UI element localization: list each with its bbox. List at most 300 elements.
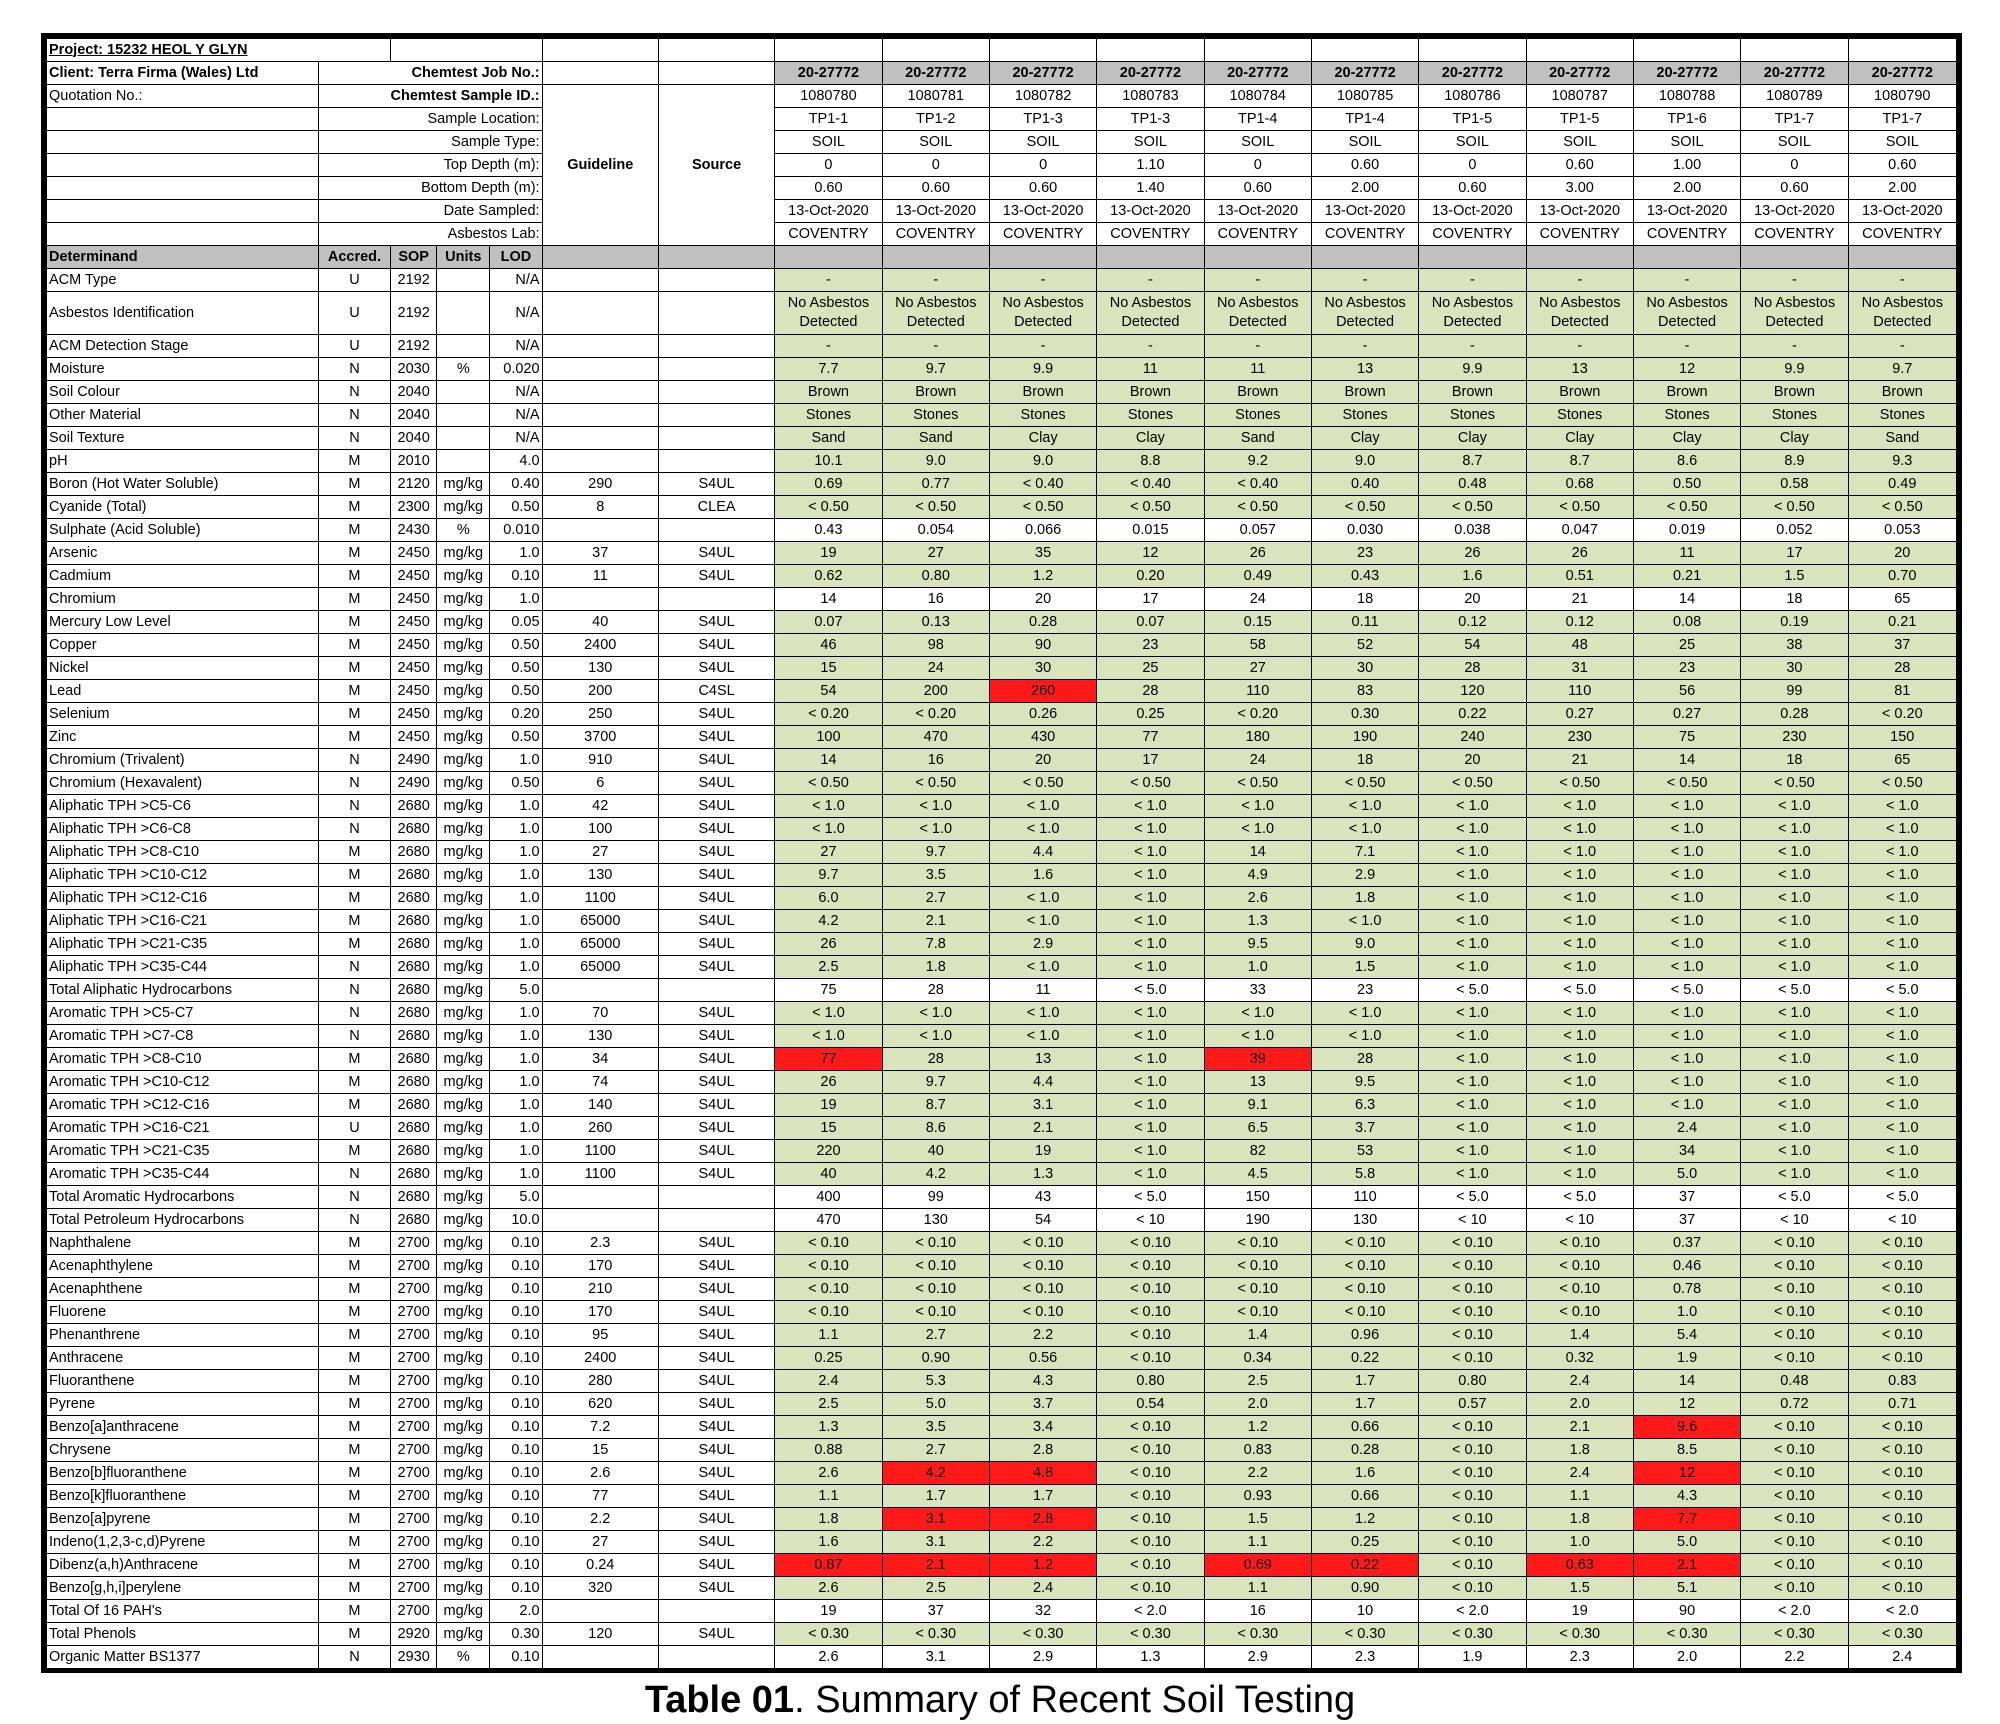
result-value: 1.1 [775,1324,882,1347]
guideline-value: 910 [542,749,658,772]
result-value: 1.5 [1311,956,1418,979]
result-value: < 0.50 [1633,772,1740,795]
result-value: < 0.10 [1097,1577,1204,1600]
sop-code: 2680 [391,864,437,887]
result-value: < 1.0 [1848,1071,1956,1094]
result-value: 1.2 [989,565,1096,588]
result-value: 27 [775,841,882,864]
determinand-name: Benzo[b]fluoranthene [47,1462,319,1485]
result-value: Brown [1311,381,1418,404]
determinand-name: Benzo[a]anthracene [47,1416,319,1439]
result-value: Brown [1741,381,1848,404]
result-value: 1.0 [1526,1531,1633,1554]
guideline-source: S4UL [658,1554,774,1577]
lod: 0.10 [490,1393,542,1416]
lod: 0.30 [490,1623,542,1646]
sample-id: 1080789 [1741,85,1848,108]
result-value: 2.9 [1311,864,1418,887]
result-value: < 0.10 [1097,1416,1204,1439]
determinand-name: Pyrene [47,1393,319,1416]
determinand-row [47,887,1957,910]
sop-code: 2700 [391,1416,437,1439]
result-exceedance: 77 [775,1048,882,1071]
result-value: 4.2 [775,910,882,933]
date-sampled: 13-Oct-2020 [1741,200,1848,223]
result-value: < 1.0 [1633,1048,1740,1071]
units: mg/kg [437,910,490,933]
sop-code: 2192 [391,292,437,335]
result-value: < 0.20 [882,703,989,726]
job-no: 20-27772 [1741,62,1848,85]
result-value: < 1.0 [1097,841,1204,864]
result-value: 1.7 [989,1485,1096,1508]
units: mg/kg [437,1232,490,1255]
result-value: < 1.0 [1741,1163,1848,1186]
blank-cell [658,246,774,269]
result-value: 40 [775,1163,882,1186]
sop-code: 2680 [391,910,437,933]
units: mg/kg [437,680,490,703]
result-value: 0.66 [1311,1485,1418,1508]
result-value: < 1.0 [1419,956,1526,979]
result-value: - [1848,269,1956,292]
result-value: < 1.0 [1526,1025,1633,1048]
sample-type: SOIL [1848,131,1956,154]
guideline-value: 65000 [542,956,658,979]
sop-code: 2680 [391,1094,437,1117]
result-value: < 1.0 [1419,864,1526,887]
blank-cell [775,246,882,269]
result-value: 0.50 [1633,473,1740,496]
determinand-row [47,473,1957,496]
blank-cell [1526,39,1633,62]
determinand-name: Chromium (Trivalent) [47,749,319,772]
guideline-source: S4UL [658,1324,774,1347]
result-value: 21 [1526,749,1633,772]
result-value: < 1.0 [1097,795,1204,818]
guideline-source: S4UL [658,1048,774,1071]
result-value: Brown [1097,381,1204,404]
result-value: < 1.0 [882,795,989,818]
job-no: 20-27772 [882,62,989,85]
determinand-name: Mercury Low Level [47,611,319,634]
sample-location: TP1-2 [882,108,989,131]
result-value: < 1.0 [1097,933,1204,956]
result-value: 17 [1097,749,1204,772]
determinand-name: Other Material [47,404,319,427]
guideline-source [658,292,774,335]
blank-cell [47,223,319,246]
result-value: 1.7 [1311,1393,1418,1416]
guideline-value: 37 [542,542,658,565]
sample-header-row [47,223,1957,246]
result-value: < 0.10 [882,1301,989,1324]
result-value: Brown [1848,381,1956,404]
blank-cell [1097,39,1204,62]
result-value: 53 [1311,1140,1418,1163]
result-value: 34 [1633,1140,1740,1163]
result-value: < 10 [1526,1209,1633,1232]
determinand-row [47,1071,1957,1094]
units: mg/kg [437,1508,490,1531]
result-exceedance: 0.22 [1311,1554,1418,1577]
bottom-depth: 3.00 [1526,177,1633,200]
accreditation: M [318,542,390,565]
result-value: 0.93 [1204,1485,1311,1508]
determinand-name: Aliphatic TPH >C6-C8 [47,818,319,841]
result-value: 2.5 [775,1393,882,1416]
result-value: 0.80 [1097,1370,1204,1393]
guideline-value: 34 [542,1048,658,1071]
result-value: < 1.0 [882,1002,989,1025]
sop-code: 2680 [391,1209,437,1232]
project-title: Project: 15232 HEOL Y GLYN [47,39,391,62]
determinand-row [47,1531,1957,1554]
result-value: < 1.0 [1526,1163,1633,1186]
determinand-name: Zinc [47,726,319,749]
result-value: 13 [1311,358,1418,381]
guideline-source: S4UL [658,818,774,841]
determinand-name: Total Petroleum Hydrocarbons [47,1209,319,1232]
result-value: - [1311,335,1418,358]
units: mg/kg [437,496,490,519]
result-value: 1.4 [1204,1324,1311,1347]
result-value: 0.49 [1848,473,1956,496]
sop-code: 2040 [391,427,437,450]
determinand-name: Aliphatic TPH >C21-C35 [47,933,319,956]
guideline-value [542,404,658,427]
sample-location: TP1-4 [1204,108,1311,131]
result-value: 1.0 [1633,1301,1740,1324]
lod: 0.20 [490,703,542,726]
lod: 0.10 [490,1462,542,1485]
result-value: 26 [775,933,882,956]
result-value: < 1.0 [1419,1071,1526,1094]
asbestos-lab: COVENTRY [1526,223,1633,246]
result-value: < 1.0 [1097,1140,1204,1163]
accreditation: M [318,703,390,726]
result-value: 1.1 [1526,1485,1633,1508]
lod: 0.50 [490,680,542,703]
result-value: 31 [1526,657,1633,680]
result-value: 0.72 [1741,1393,1848,1416]
result-value: 6.3 [1311,1094,1418,1117]
accreditation: M [318,1324,390,1347]
result-value: < 0.40 [989,473,1096,496]
result-value: 9.1 [1204,1094,1311,1117]
results-sheet [41,33,1962,1673]
result-value: - [1097,335,1204,358]
accreditation: N [318,381,390,404]
guideline-value [542,1600,658,1623]
top-depth: 0 [1204,154,1311,177]
result-value: < 1.0 [1311,1002,1418,1025]
result-value: - [989,269,1096,292]
lod: 0.10 [490,1324,542,1347]
result-value: < 1.0 [1848,1048,1956,1071]
blank-cell [1204,246,1311,269]
guideline-source: S4UL [658,910,774,933]
accreditation: M [318,657,390,680]
accreditation: M [318,910,390,933]
result-value: < 1.0 [1741,864,1848,887]
units: mg/kg [437,1117,490,1140]
sample-type: SOIL [1311,131,1418,154]
guideline-source [658,427,774,450]
result-value: < 0.30 [1848,1623,1956,1646]
guideline-source: S4UL [658,933,774,956]
lod: 1.0 [490,933,542,956]
result-value: 2.1 [989,1117,1096,1140]
blank-cell [1741,39,1848,62]
guideline-source: S4UL [658,1278,774,1301]
result-value: 8.9 [1741,450,1848,473]
result-value: < 0.10 [1526,1232,1633,1255]
sample-location: TP1-7 [1848,108,1956,131]
result-value: < 1.0 [1633,956,1740,979]
sample-type: SOIL [989,131,1096,154]
determinand-row [47,1278,1957,1301]
guideline-source: S4UL [658,634,774,657]
accreditation: N [318,772,390,795]
sample-header-row [47,154,1957,177]
units: mg/kg [437,1140,490,1163]
sample-id: 1080790 [1848,85,1956,108]
result-value: 1.8 [882,956,989,979]
result-value: 9.0 [1311,933,1418,956]
result-value: Clay [1097,427,1204,450]
result-value: 9.9 [989,358,1096,381]
result-value: < 1.0 [1633,818,1740,841]
determinand-row [47,1370,1957,1393]
determinand-row [47,542,1957,565]
result-value: < 0.10 [1848,1508,1956,1531]
units: mg/kg [437,542,490,565]
guideline-value: 320 [542,1577,658,1600]
accreditation: M [318,1416,390,1439]
guideline-value: 8 [542,496,658,519]
asbestos-lab: COVENTRY [1848,223,1956,246]
determinand-name: Selenium [47,703,319,726]
result-exceedance: 0.87 [775,1554,882,1577]
guideline-source: S4UL [658,887,774,910]
accreditation: M [318,726,390,749]
result-value: < 1.0 [1526,956,1633,979]
guideline-value [542,979,658,1002]
result-value: 28 [882,979,989,1002]
result-value: Brown [882,381,989,404]
result-value: 54 [1419,634,1526,657]
determinand-row [47,1416,1957,1439]
result-value: < 1.0 [1097,1048,1204,1071]
result-value: - [1419,335,1526,358]
result-value: No Asbestos Detected [1419,292,1526,335]
determinand-name: Acenaphthene [47,1278,319,1301]
result-value: < 1.0 [882,818,989,841]
result-value: 4.9 [1204,864,1311,887]
result-value: < 0.30 [1741,1623,1848,1646]
result-value: 1.0 [1204,956,1311,979]
guideline-value [542,269,658,292]
guideline-source: S4UL [658,864,774,887]
sop-code: 2300 [391,496,437,519]
result-value: 6.5 [1204,1117,1311,1140]
result-value: 200 [882,680,989,703]
lod: 0.10 [490,1577,542,1600]
guideline-value: 2.3 [542,1232,658,1255]
result-value: 4.4 [989,1071,1096,1094]
result-value: - [775,335,882,358]
result-value: < 1.0 [1633,910,1740,933]
result-value: < 1.0 [989,1002,1096,1025]
result-value: < 1.0 [1526,1094,1633,1117]
bottom-depth: 0.60 [989,177,1096,200]
result-value: < 1.0 [1204,795,1311,818]
top-depth: 0 [1741,154,1848,177]
sample-type: SOIL [1097,131,1204,154]
result-value: 0.052 [1741,519,1848,542]
sop-code: 2700 [391,1439,437,1462]
sample-header-label: Chemtest Sample ID.: [318,85,542,108]
result-value: - [1526,335,1633,358]
result-value: 25 [1097,657,1204,680]
accreditation: N [318,979,390,1002]
lod: N/A [490,381,542,404]
top-depth: 0 [989,154,1096,177]
result-value: < 0.10 [1848,1531,1956,1554]
date-sampled: 13-Oct-2020 [1204,200,1311,223]
determinand-name: Organic Matter BS1377 [47,1646,319,1669]
result-value: 17 [1741,542,1848,565]
job-no: 20-27772 [1526,62,1633,85]
result-value: 9.7 [775,864,882,887]
result-value: 0.43 [1311,565,1418,588]
result-value: Brown [1419,381,1526,404]
source-header: Source [658,85,774,246]
result-value: < 0.10 [1741,1485,1848,1508]
sop-code: 2700 [391,1531,437,1554]
accreditation: M [318,1347,390,1370]
guideline-value: 140 [542,1094,658,1117]
units: % [437,519,490,542]
result-value: - [1848,335,1956,358]
determinand-name: Sulphate (Acid Soluble) [47,519,319,542]
sop-code: 2700 [391,1600,437,1623]
result-value: < 0.30 [989,1623,1096,1646]
blank-cell [989,39,1096,62]
result-value: - [1633,269,1740,292]
result-value: 9.7 [882,1071,989,1094]
accreditation: M [318,1439,390,1462]
job-no: 20-27772 [1097,62,1204,85]
sample-id: 1080781 [882,85,989,108]
result-value: 16 [882,749,989,772]
result-value: 2.0 [1633,1646,1740,1669]
sample-header-row [47,177,1957,200]
sop-code: 2450 [391,703,437,726]
result-value: < 0.10 [1741,1301,1848,1324]
accreditation: M [318,1508,390,1531]
result-value: < 1.0 [1419,910,1526,933]
accreditation: M [318,519,390,542]
result-value: < 0.10 [1848,1301,1956,1324]
result-value: 4.5 [1204,1163,1311,1186]
accreditation: U [318,335,390,358]
result-value: < 1.0 [1741,1094,1848,1117]
result-value: < 0.10 [1204,1278,1311,1301]
sample-type: SOIL [1526,131,1633,154]
determinand-row [47,1255,1957,1278]
lod: 5.0 [490,979,542,1002]
determinand-row [47,933,1957,956]
result-value: 1.6 [775,1531,882,1554]
units: mg/kg [437,657,490,680]
determinand-row [47,519,1957,542]
guideline-value: 260 [542,1117,658,1140]
accreditation: M [318,1140,390,1163]
result-value: 0.80 [882,565,989,588]
sample-location: TP1-1 [775,108,882,131]
result-value: 0.77 [882,473,989,496]
accreditation: M [318,1531,390,1554]
result-value: 21 [1526,588,1633,611]
job-no: 20-27772 [1204,62,1311,85]
sample-location: TP1-3 [1097,108,1204,131]
determinand-row [47,427,1957,450]
sop-code: 2680 [391,1048,437,1071]
result-value: 26 [1204,542,1311,565]
blank-cell [1526,246,1633,269]
result-value: 3.1 [882,1646,989,1669]
result-value: < 1.0 [1741,1117,1848,1140]
guideline-value: 170 [542,1255,658,1278]
guideline-value: 11 [542,565,658,588]
result-value: 28 [882,1048,989,1071]
result-value: 1.5 [1526,1577,1633,1600]
units: mg/kg [437,933,490,956]
sop-code: 2680 [391,1186,437,1209]
top-depth: 1.10 [1097,154,1204,177]
accreditation: M [318,496,390,519]
result-value: < 1.0 [1526,841,1633,864]
result-value: 26 [1419,542,1526,565]
result-value: - [1526,269,1633,292]
blank-cell [391,39,542,62]
result-value: 2.2 [989,1531,1096,1554]
blank-cell [542,246,658,269]
guideline-source: C4SL [658,680,774,703]
result-value: < 0.10 [775,1301,882,1324]
guideline-value: 210 [542,1278,658,1301]
result-value: 9.7 [882,841,989,864]
result-value: < 1.0 [1633,1071,1740,1094]
result-value: < 1.0 [1526,864,1633,887]
blank-cell [542,62,658,85]
result-value: 2.9 [989,1646,1096,1669]
blank-cell [1741,246,1848,269]
lod: 1.0 [490,1048,542,1071]
lod: 1.0 [490,1025,542,1048]
result-value: 11 [989,979,1096,1002]
guideline-source [658,450,774,473]
sample-type: SOIL [882,131,989,154]
blank-cell [47,177,319,200]
blank-cell [1633,39,1740,62]
determinand-row [47,1209,1957,1232]
result-value: 0.34 [1204,1347,1311,1370]
result-value: 1.8 [775,1508,882,1531]
result-value: 2.2 [989,1324,1096,1347]
